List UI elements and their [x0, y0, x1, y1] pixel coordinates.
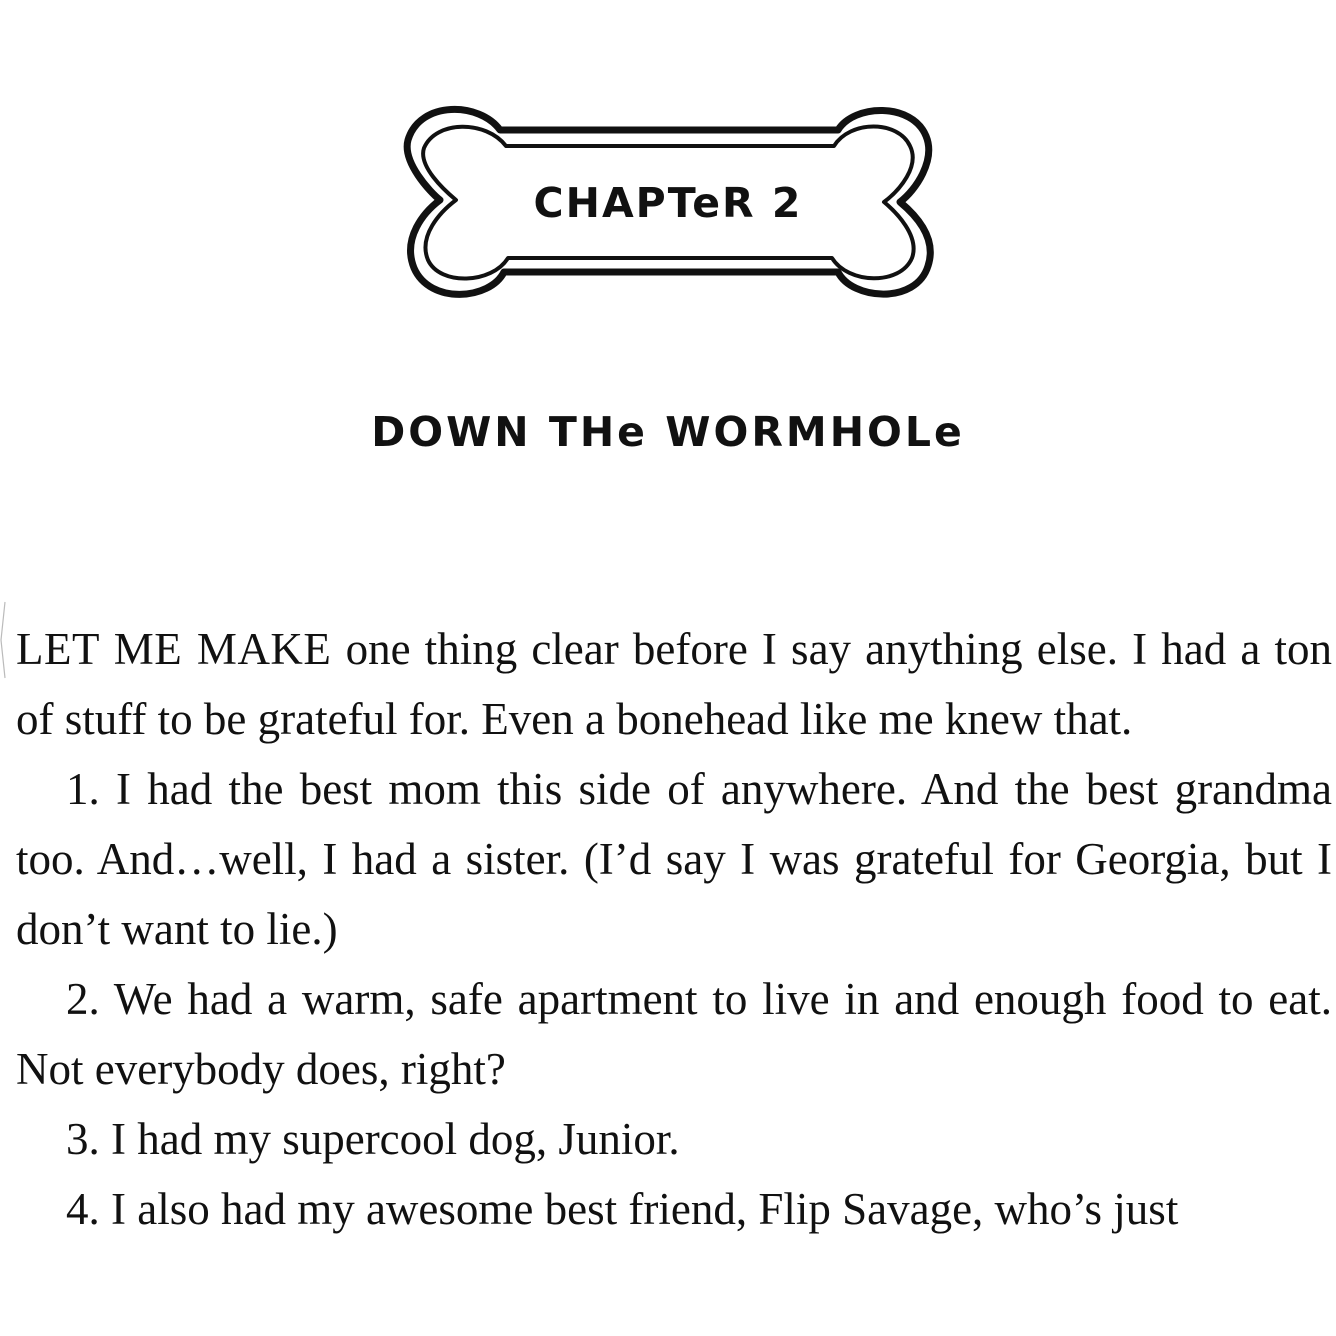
list-item-2: 2. We had a warm, safe apartment to live in and enough food to eat. Not everybody does, right?: [16, 974, 1332, 1094]
chapter-badge: [400, 100, 940, 305]
list-item-3: 3. I had my supercool dog, Junior.: [66, 1114, 680, 1164]
paragraph-intro: [16, 614, 1332, 754]
chapter-title: DOWN THe WORMHOLe: [371, 408, 965, 456]
paragraph-intro-text: one thing clear before I say anything else. I had a ton of stuff to be grateful for. Even a bonehead like me knew that.: [16, 624, 1332, 744]
chapter-body: [16, 614, 1332, 1244]
lead-in-smallcaps: LET ME MAKE: [16, 624, 332, 674]
chapter-label: CHAPTeR 2: [533, 178, 803, 227]
list-item-1: 1. I had the best mom this side of anywhere. And the best grandma too. And…well, I had a sister. (I’d say I was grateful for Georgia, but I don’t want to lie.): [16, 764, 1332, 954]
page-edge-mark: [0, 600, 6, 680]
list-item-4: 4. I also had my awesome best friend, Flip Savage, who’s just: [66, 1184, 1179, 1234]
